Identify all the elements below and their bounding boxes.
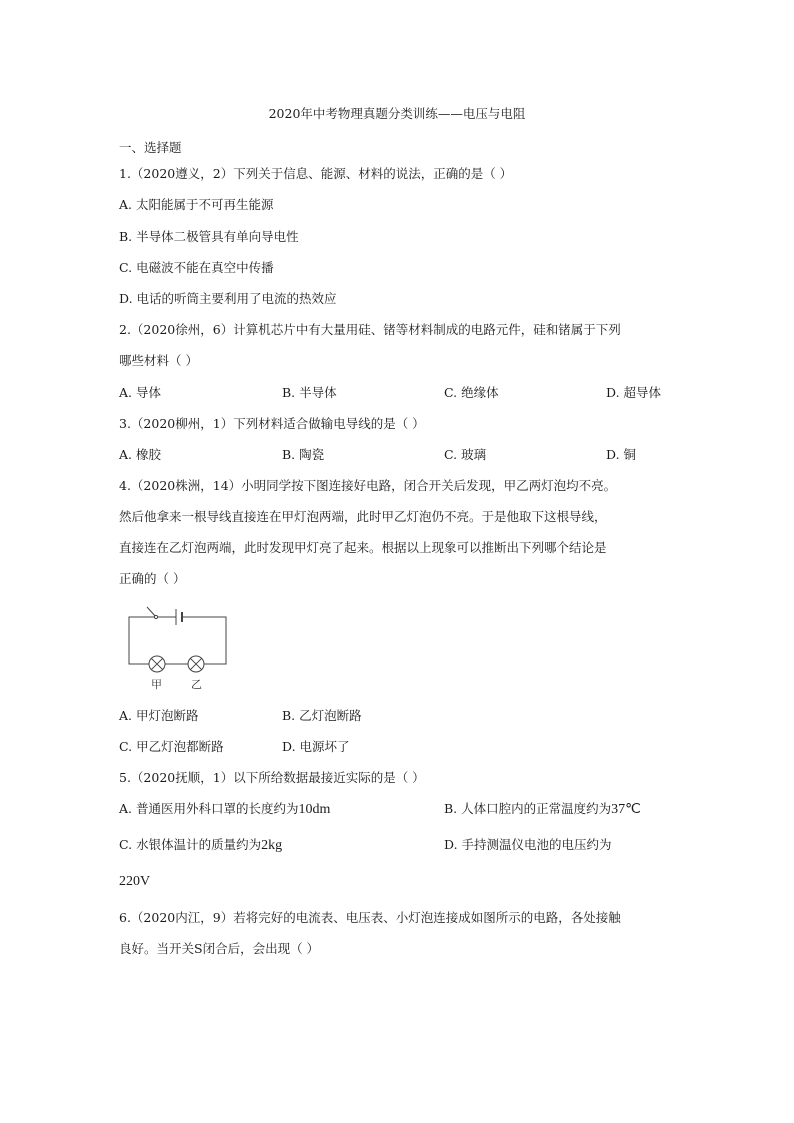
question-4-stem-line-1: 4.（2020株洲，14）小明同学按下图连接好电路，闭合开关后发现，甲乙两灯泡均不亮。 [119,478,617,493]
document-title: 2020年中考物理真题分类训练——电压与电阻 [268,106,526,121]
question-4-option-a: A. 甲灯泡断路 [119,708,199,723]
question-5-option-a-text: A. 普通医用外科口罩的长度约为 [119,801,299,816]
question-2-option-b: B. 半导体 [282,385,337,400]
question-5-option-d: D. 手持测温仪电池的电压约为 [444,837,612,852]
question-1-option-b: B. 半导体二极管具有单向导电性 [119,229,299,244]
question-4-option-b: B. 乙灯泡断路 [282,708,362,723]
question-5-option-b-value: 37℃ [611,802,641,817]
question-3-option-a: A. 橡胶 [119,447,161,462]
lamp-yi-label: 乙 [191,678,202,691]
question-2-option-c: C. 绝缘体 [444,385,499,400]
question-1-option-a: A. 太阳能属于不可再生能源 [119,197,274,212]
question-5-option-c [119,837,282,854]
question-6-stem-line-2: 良好。当开关S闭合后，会出现（ ） [119,941,320,956]
question-3-stem: 3.（2020柳州，1）下列材料适合做输电导线的是（ ） [119,416,425,431]
question-1-stem: 1.（2020遵义，2）下列关于信息、能源、材料的说法，正确的是（ ） [119,166,513,181]
question-4-stem-line-3: 直接连在乙灯泡两端，此时发现甲灯亮了起来。根据以上现象可以推断出下列哪个结论是 [119,540,607,555]
question-4-stem-line-4: 正确的（ ） [119,571,186,586]
question-2-option-d: D. 超导体 [606,385,662,400]
question-5-option-a-value: 10dm [298,802,331,817]
question-3-option-c: C. 玻璃 [444,447,487,462]
question-5-option-d-value: 220V [119,874,151,889]
question-1-option-d: D. 电话的听筒主要利用了电流的热效应 [119,291,337,306]
question-2-stem-line-1: 2.（2020徐州，6）计算机芯片中有大量用硅、锗等材料制成的电路元件，硅和锗属于下列 [119,322,621,337]
question-5-option-b [444,801,641,818]
circuit-diagram [124,600,234,692]
question-5-option-b-text: B. 人体口腔内的正常温度约为 [444,801,612,816]
question-6-stem-line-1: 6.（2020内江，9）若将完好的电流表、电压表、小灯泡连接成如图所示的电路，各处接触 [119,910,621,925]
question-4-option-c: C. 甲乙灯泡都断路 [119,739,224,754]
question-5-option-c-text: C. 水银体温计的质量约为 [119,837,262,852]
question-5-option-c-value: 2kg [261,838,283,853]
section-heading: 一、选择题 [119,140,182,155]
lamp-jia-label: 甲 [151,678,162,691]
question-2-option-a: A. 导体 [119,385,161,400]
question-5-stem: 5.（2020抚顺，1）以下所给数据最接近实际的是（ ） [119,770,425,785]
circuit-wire-left [129,617,156,664]
question-3-option-d: D. 铜 [606,447,637,462]
question-2-stem-line-2: 哪些材料（ ） [119,353,198,368]
question-3-option-b: B. 陶瓷 [282,447,325,462]
question-4-option-d: D. 电源坏了 [282,739,350,754]
circuit-switch-pivot [154,615,157,618]
question-1-option-c: C. 电磁波不能在真空中传播 [119,260,274,275]
question-4-stem-line-2: 然后他拿来一根导线直接连在甲灯泡两端，此时甲乙灯泡仍不亮。于是他取下这根导线， [119,509,607,524]
question-5-option-a [119,801,330,818]
